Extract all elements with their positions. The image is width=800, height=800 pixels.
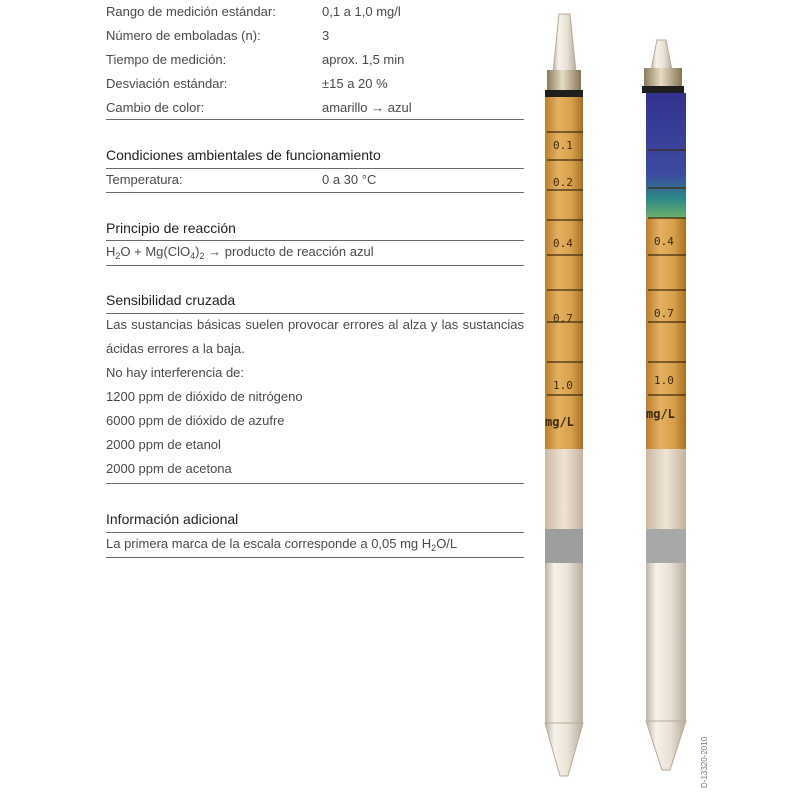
condition-row-temperature	[106, 168, 524, 192]
formula-subscript: 2	[115, 251, 121, 261]
info-subscript: 2	[431, 543, 437, 553]
divider	[106, 483, 524, 484]
spec-label: Desviación estándar:	[106, 76, 228, 91]
divider	[106, 192, 524, 193]
conditions-heading: Condiciones ambientales de funcionamiento	[106, 147, 381, 163]
tube-plug	[646, 529, 686, 563]
spec-row-range	[106, 0, 524, 24]
tube-black-band	[642, 86, 684, 93]
spec-label: Rango de medición estándar:	[106, 4, 276, 19]
scale-label: 1.0	[654, 374, 674, 387]
spec-value: 0,1 a 1,0 mg/l	[322, 4, 401, 19]
tube-black-band	[545, 90, 583, 97]
interference-item: 2000 ppm de acetona	[106, 461, 232, 476]
spec-row-strokes	[106, 24, 524, 48]
interference-item: 6000 ppm de dióxido de azufre	[106, 413, 285, 428]
no-interference-label: No hay interferencia de:	[106, 365, 245, 380]
divider	[106, 265, 524, 266]
tube-plug	[545, 529, 583, 563]
divider	[106, 119, 524, 120]
spec-row-deviation	[106, 72, 524, 96]
specs-table	[106, 0, 524, 120]
scale-label: 1.0	[553, 379, 573, 392]
formula-part: H	[106, 244, 116, 259]
scale-label: 0.7	[654, 307, 674, 320]
cross-sensitivity-heading: Sensibilidad cruzada	[106, 292, 236, 308]
spec-label: Cambio de color:	[106, 100, 205, 115]
image-code	[694, 712, 714, 792]
tube-unused	[545, 14, 583, 776]
spec-value: amarillo → azul	[322, 100, 412, 115]
tube-reacted-zone	[646, 93, 686, 218]
reaction-heading: Principio de reacción	[106, 220, 236, 236]
unit-label: mg/L	[545, 415, 574, 429]
scale-label: 0.4	[654, 235, 674, 248]
tube-glass-body	[545, 563, 583, 723]
spec-row-time	[106, 48, 524, 72]
spec-value: ±15 a 20 %	[322, 76, 388, 91]
scale-label: 0.1	[553, 139, 573, 152]
tube-filler-layer	[545, 449, 583, 529]
spec-value: 3	[322, 28, 330, 43]
formula-subscript: 2	[199, 251, 205, 261]
tube-reacted	[642, 40, 686, 770]
spec-row-color-change	[106, 96, 524, 120]
spec-label: Tiempo de medición:	[106, 52, 227, 67]
conditions-table	[106, 168, 524, 192]
scale-label: 0.2	[553, 176, 573, 189]
tube-filler-layer	[646, 449, 686, 529]
scale-label: 0.4	[553, 237, 573, 250]
additional-info-text	[106, 532, 524, 556]
divider	[106, 557, 524, 558]
scale-label: 0.7	[553, 312, 573, 325]
formula-part: → producto de reacción azul	[204, 244, 374, 259]
interference-item: 1200 ppm de dióxido de nitrógeno	[106, 389, 303, 404]
reaction-formula	[106, 240, 524, 264]
formula-part: )	[195, 244, 200, 259]
detector-tubes-illustration	[530, 0, 760, 800]
spec-label: Número de emboladas (n):	[106, 28, 261, 43]
unit-label: mg/L	[646, 407, 675, 421]
spec-value: aprox. 1,5 min	[322, 52, 405, 67]
info-part: O/L	[436, 536, 458, 551]
tube-cap	[644, 68, 682, 86]
condition-value: 0 a 30 °C	[322, 172, 377, 187]
interference-item: 2000 ppm de etanol	[106, 437, 221, 452]
tube-glass-body	[646, 563, 686, 721]
additional-info-heading: Información adicional	[106, 511, 239, 527]
tube-cap	[547, 70, 581, 90]
formula-part: O + Mg(ClO	[120, 244, 191, 259]
info-part: La primera marca de la escala corresponde a 0,05 mg H	[106, 536, 432, 551]
condition-label: Temperatura:	[106, 172, 183, 187]
image-code-text: D-13320-2010	[700, 736, 709, 788]
cross-sensitivity-paragraph: Las sustancias básicas suelen provocar errores al alza y las sustancias ácidas errores a la baja.	[106, 317, 524, 356]
formula-subscript: 4	[190, 251, 196, 261]
